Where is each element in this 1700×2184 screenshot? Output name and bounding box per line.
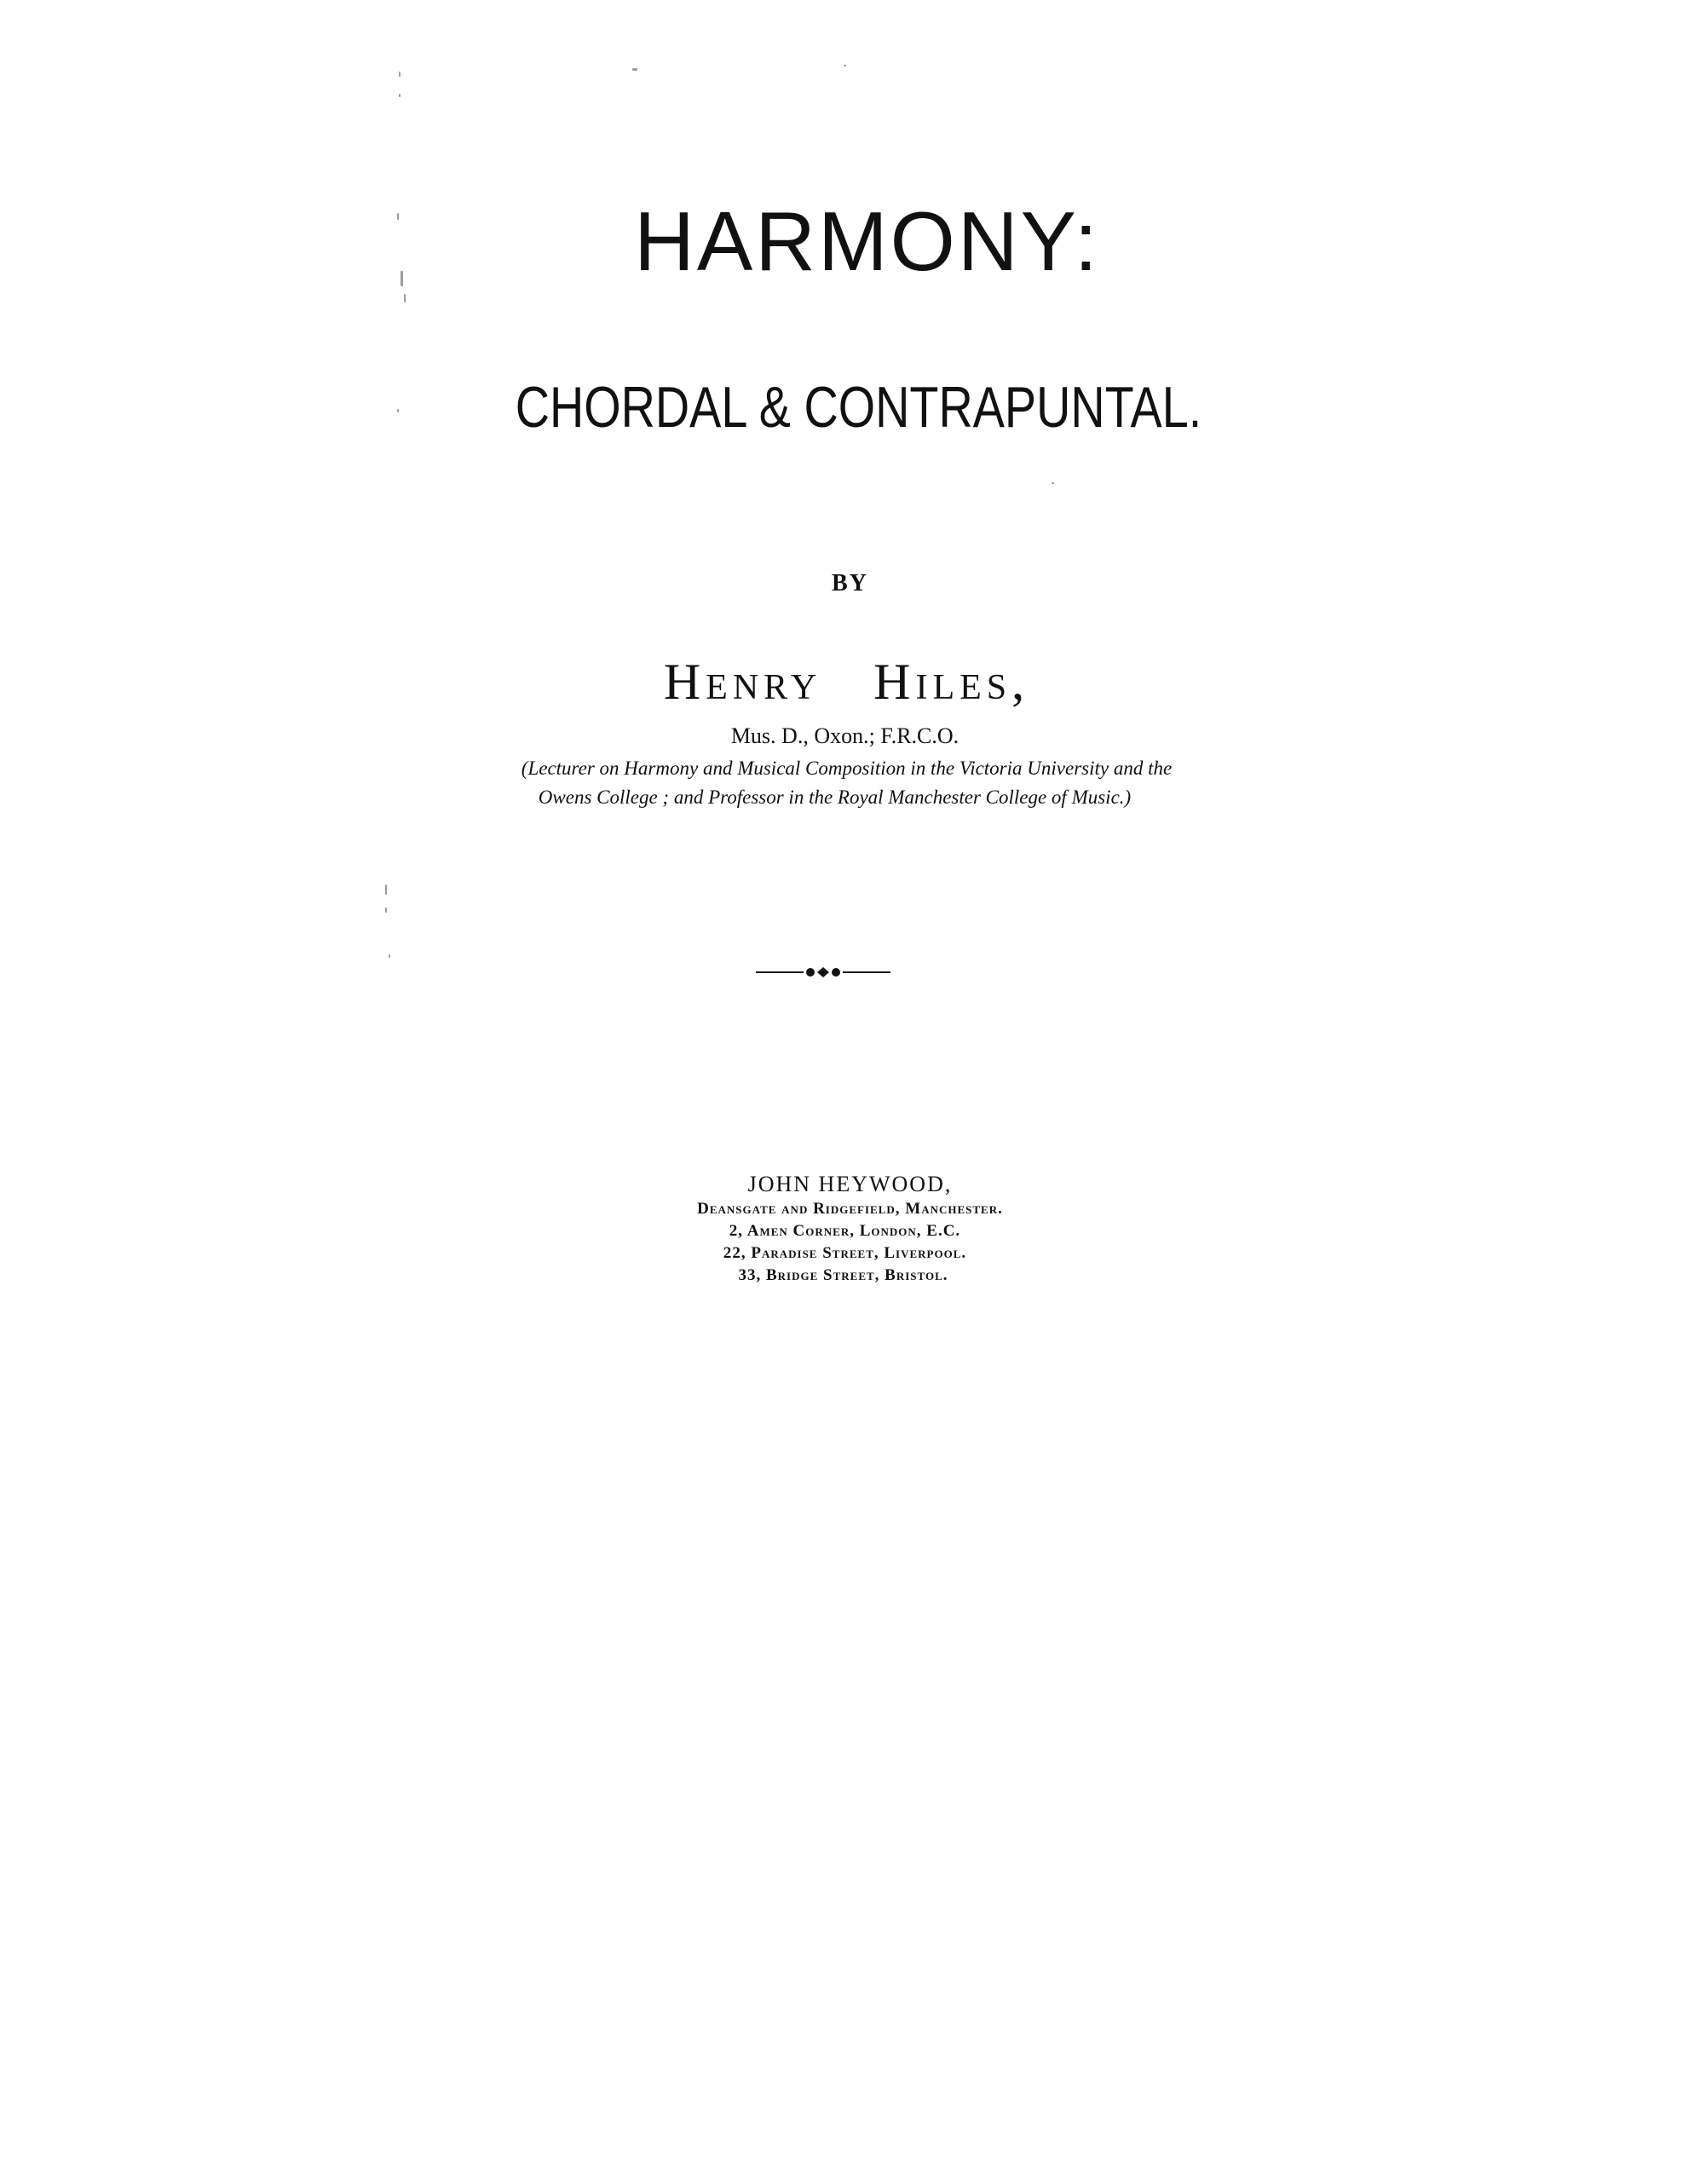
scan-speck bbox=[397, 213, 399, 220]
scan-speck bbox=[632, 68, 637, 71]
ornament-divider bbox=[756, 964, 890, 981]
publisher-address-3: 22, Paradise Street, Liverpool. bbox=[723, 1244, 967, 1262]
scan-speck bbox=[399, 72, 401, 77]
scan-speck bbox=[389, 954, 390, 958]
scan-speck bbox=[1052, 482, 1054, 484]
scan-speck bbox=[844, 65, 846, 66]
author-degrees: Mus. D., Oxon.; F.R.C.O. bbox=[730, 723, 959, 748]
publisher-address-4: 33, Bridge Street, Bristol. bbox=[738, 1266, 948, 1284]
publisher-name: JOHN HEYWOOD, bbox=[747, 1172, 953, 1196]
scan-speck bbox=[404, 294, 406, 303]
book-title: HARMONY: bbox=[634, 194, 1100, 288]
scan-speck bbox=[397, 409, 399, 412]
book-subtitle: CHORDAL & CONTRAPUNTAL. bbox=[515, 375, 1202, 440]
publisher-address-2: 2, Amen Corner, London, E.C. bbox=[729, 1222, 961, 1240]
scan-speck bbox=[385, 908, 387, 913]
scan-speck bbox=[401, 271, 403, 286]
by-line: BY bbox=[832, 570, 868, 596]
author-role-line-2: Owens College ; and Professor in the Royal Manchester College of Music.) bbox=[538, 787, 1132, 808]
scan-speck bbox=[385, 885, 387, 895]
author-role-line-1: (Lecturer on Harmony and Musical Composition in the Victoria University and the bbox=[521, 758, 1173, 779]
scan-speck bbox=[399, 94, 401, 97]
publisher-address-1: Deansgate and Ridgefield, Manchester. bbox=[697, 1200, 1003, 1218]
author-name: Henry Hiles, bbox=[663, 654, 1030, 710]
